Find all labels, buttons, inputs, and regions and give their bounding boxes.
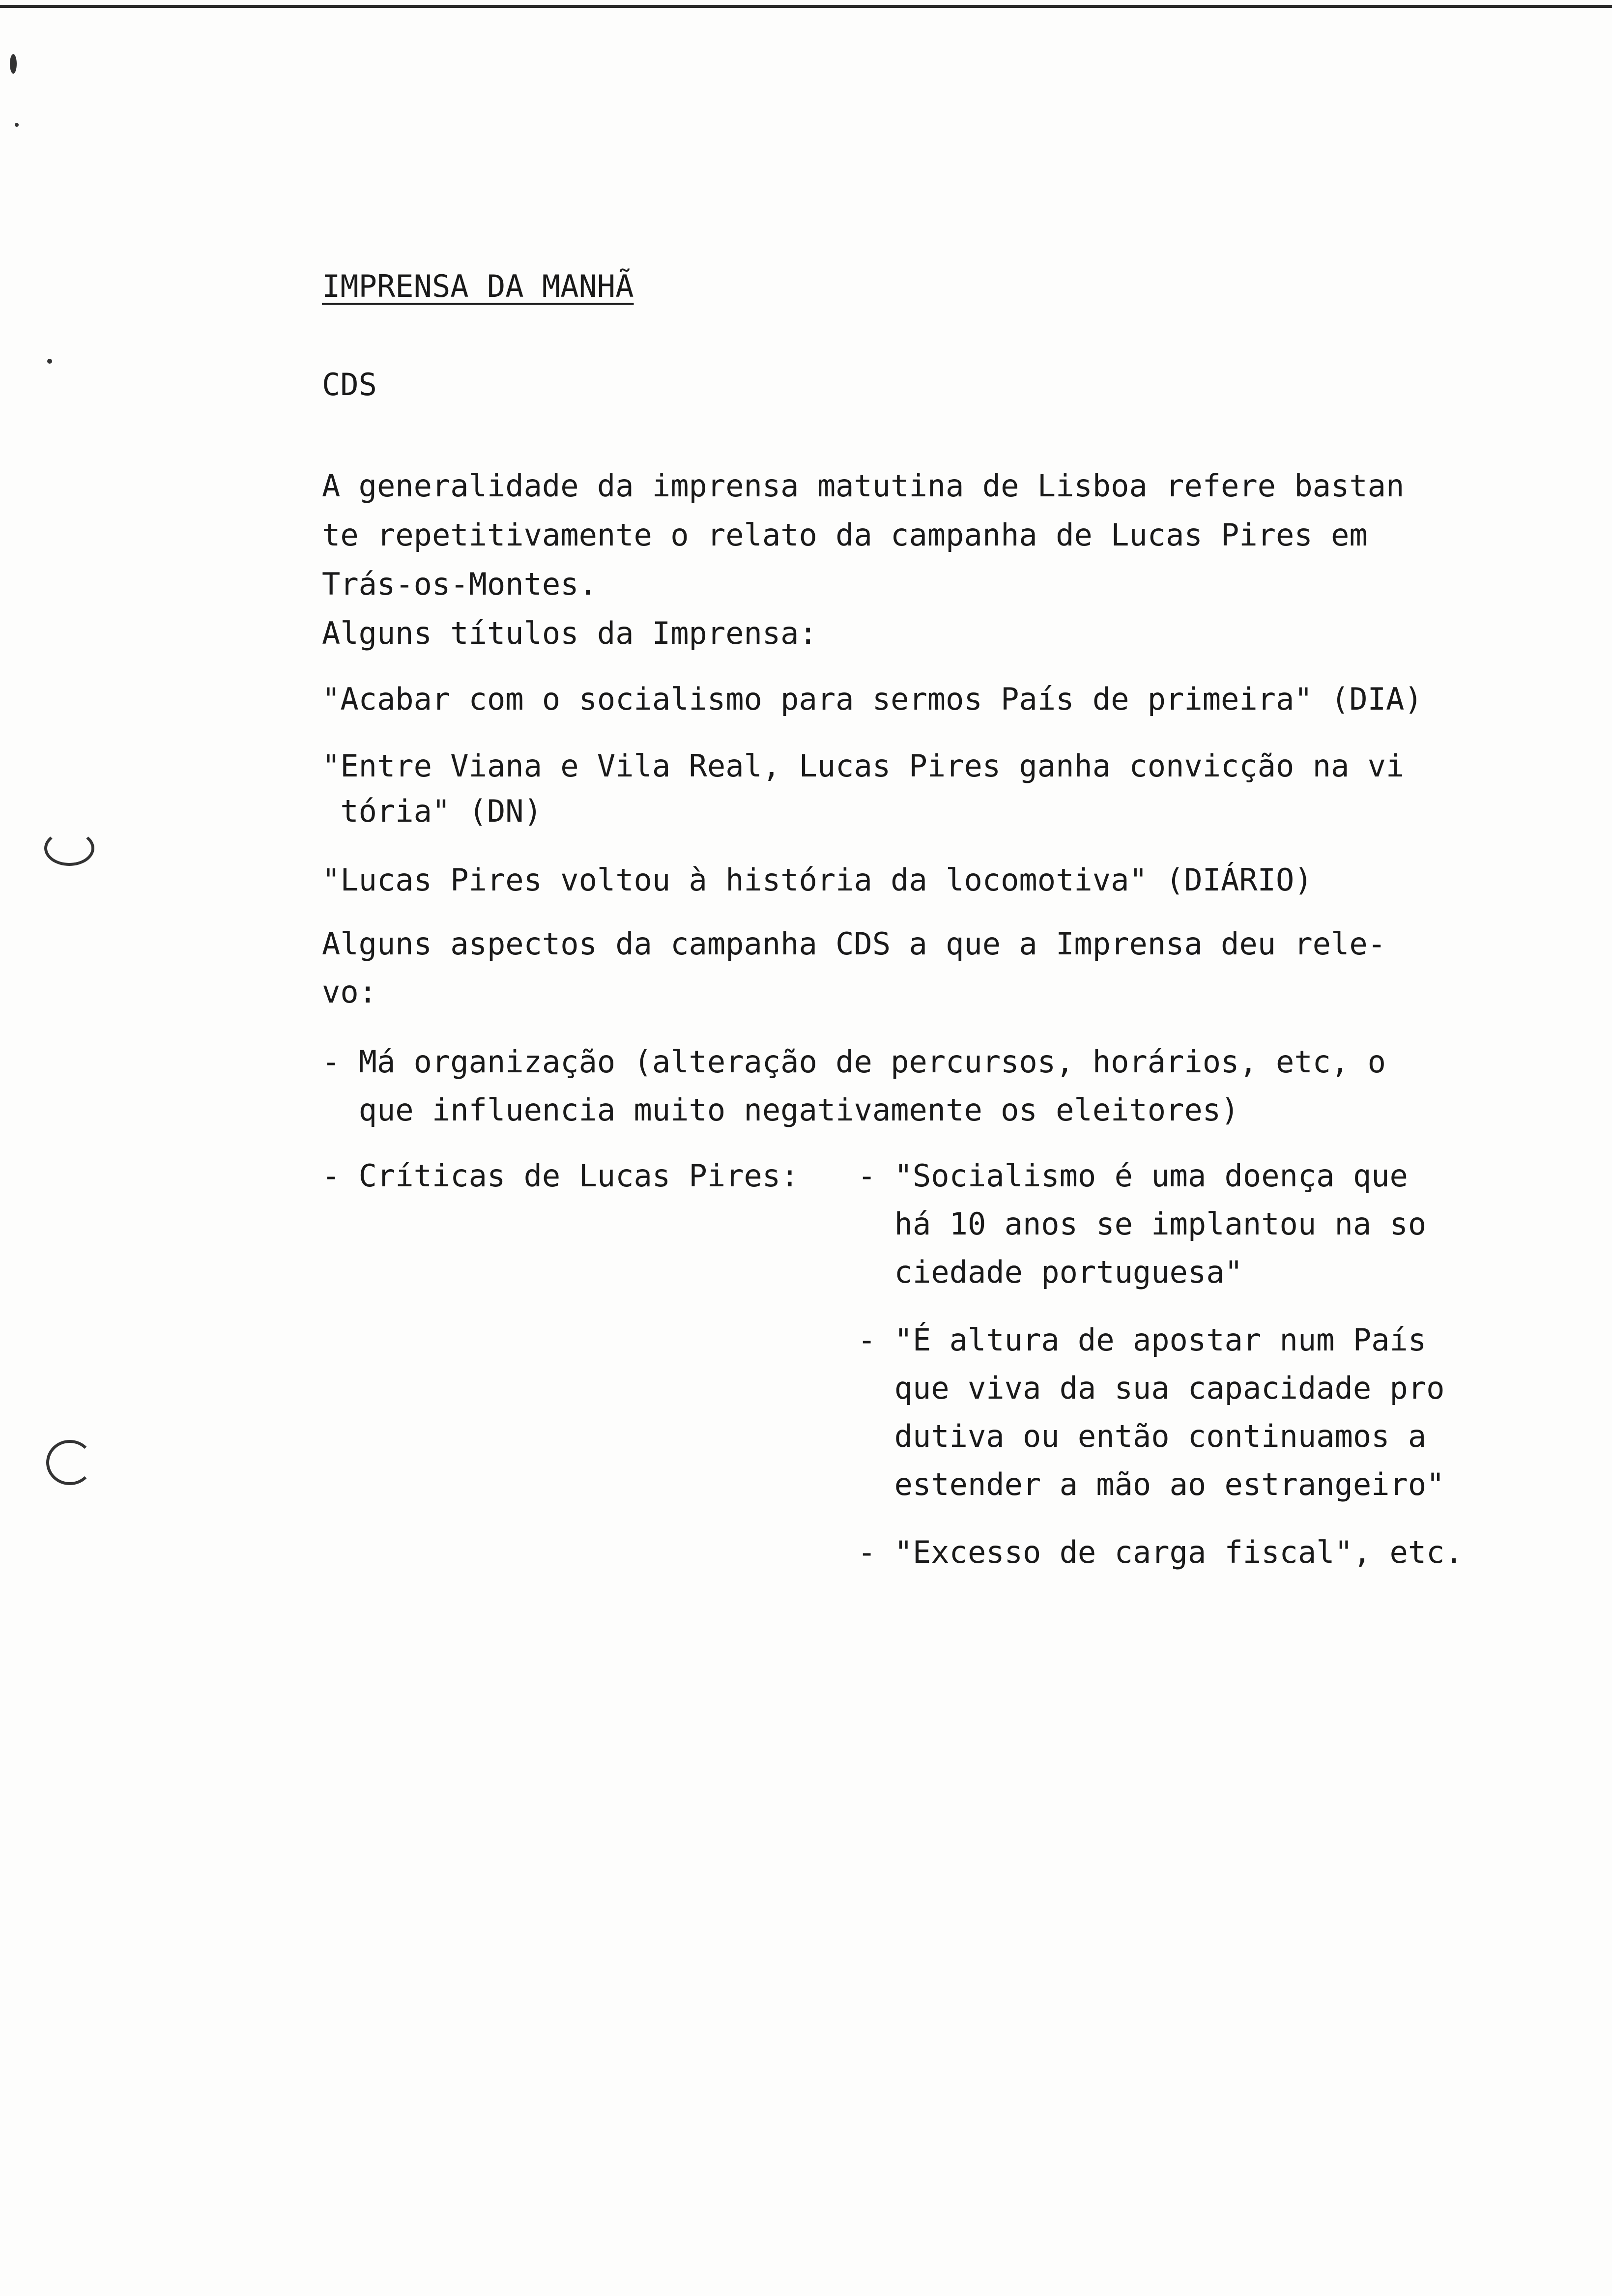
headline: "Acabar com o socialismo para sermos País de primeira" (DIA) [322, 681, 1423, 717]
critique-quote: dutiva ou então continuamos a [858, 1418, 1427, 1454]
critique-quote: - "Socialismo é uma doença que [858, 1158, 1408, 1194]
scan-speck [15, 123, 19, 127]
intro-line: Trás-os-Montes. [322, 566, 597, 602]
bullet-item: que influencia muito negativamente os eleitores) [322, 1092, 1239, 1128]
critique-quote: ciedade portuguesa" [858, 1254, 1243, 1290]
bullet-item: - Má organização (alteração de percursos, horários, etc, o [322, 1044, 1386, 1080]
headline: "Lucas Pires voltou à história da locomotiva" (DIÁRIO) [322, 862, 1313, 898]
page-title: IMPRENSA DA MANHÃ [322, 268, 634, 304]
aspects-line: Alguns aspectos da campanha CDS a que a Imprensa deu rele- [322, 926, 1386, 962]
section-label: CDS [322, 367, 377, 402]
critique-quote: estender a mão ao estrangeiro" [858, 1466, 1445, 1502]
titles-label: Alguns títulos da Imprensa: [322, 615, 817, 651]
headline: "Entre Viana e Vila Real, Lucas Pires ganha convicção na vi [322, 748, 1405, 784]
aspects-line: vo: [322, 974, 377, 1010]
intro-line: A generalidade da imprensa matutina de Lisboa refere bastan [322, 468, 1405, 504]
scan-speck [10, 54, 17, 74]
bullet-item: - Críticas de Lucas Pires: [322, 1158, 799, 1194]
headline: tória" (DN) [322, 793, 542, 829]
critique-quote: - "É altura de apostar num País [858, 1322, 1427, 1358]
punch-hole-mark [44, 831, 94, 866]
intro-line: te repetitivamente o relato da campanha de Lucas Pires em [322, 517, 1368, 553]
top-edge-rule [0, 5, 1612, 8]
critique-quote: que viva da sua capacidade pro [858, 1370, 1445, 1406]
scan-speck [47, 359, 52, 364]
punch-hole-mark [46, 1440, 93, 1485]
critique-quote: - "Excesso de carga fiscal", etc. [858, 1534, 1463, 1570]
critique-quote: há 10 anos se implantou na so [858, 1206, 1427, 1242]
